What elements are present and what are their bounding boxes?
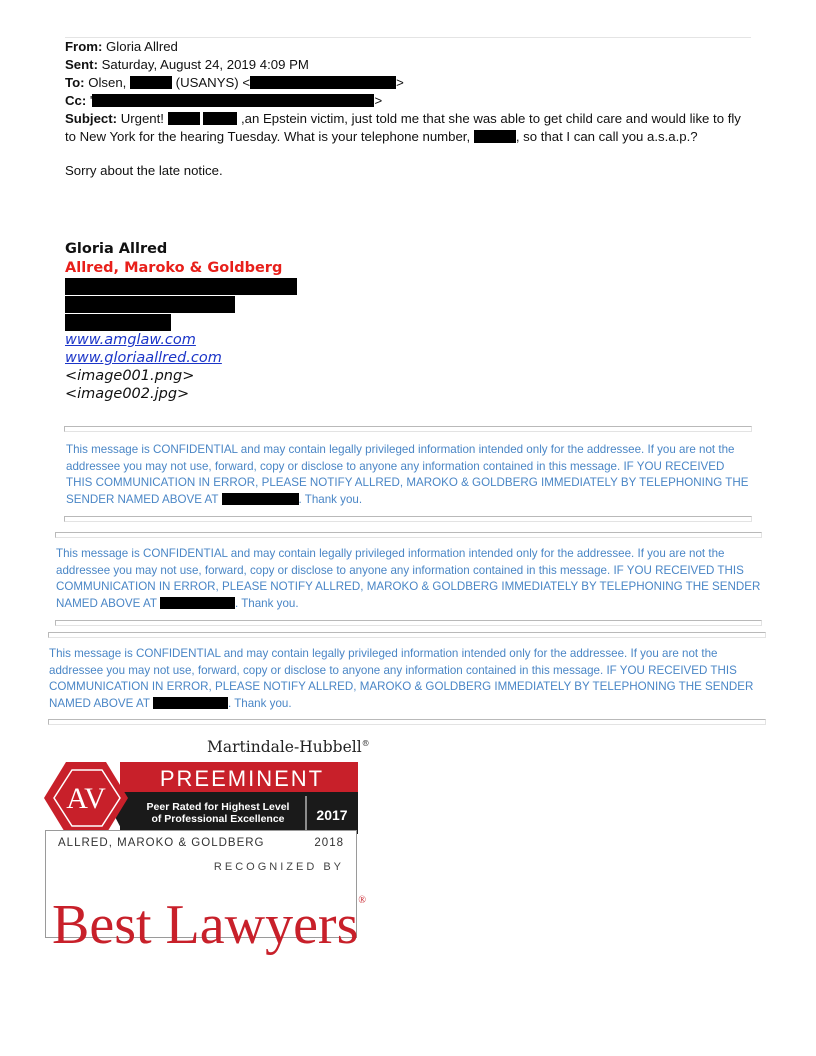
av-year: 2017: [316, 807, 348, 823]
email-header: [65, 38, 755, 180]
martindale-hubbell-label: Martindale-Hubbell®: [207, 738, 370, 756]
disclaimer-1: [66, 442, 751, 508]
sent-row: [65, 56, 755, 74]
cc-row: [65, 92, 755, 110]
to-middle: (USANYS) <: [175, 75, 251, 90]
disclaimer-frame-bottom: [55, 620, 762, 626]
cc-close: >: [374, 93, 383, 108]
signature-firm: Allred, Maroko & Goldberg: [65, 260, 283, 276]
to-close: >: [396, 75, 404, 90]
subject-label: Subject:: [65, 111, 118, 126]
peer-rated-line2: of Professional Excellence: [151, 813, 285, 825]
redaction-block: [222, 493, 299, 505]
subject-part1: Urgent!: [120, 111, 164, 126]
to-prefix: Olsen,: [88, 75, 127, 90]
subject-row: [65, 110, 755, 146]
email-signature: [65, 240, 297, 403]
redaction-block: [65, 314, 171, 331]
best-lawyers-year: 2018: [314, 837, 344, 849]
preeminent-word: PREEMINENT: [159, 766, 325, 791]
redaction-block: [153, 697, 228, 709]
sent-label: Sent:: [65, 57, 98, 72]
disclaimer-text: This message is CONFIDENTIAL and may contain legally privileged information intended only for the addressee. If you are not the addressee you may not use, forward, copy or disclose to anyone any information contained in this message. IF YOU RECEIVED THIS COMMUNICATION IN ERROR, PLEASE NOTIFY ALLRED, MAROKO & GOLDBERG IMMEDIATELY BY TELEPHONING THE SENDER NAMED ABOVE AT: [49, 647, 754, 710]
cc-label: Cc:: [65, 93, 87, 108]
gloriaallred-link[interactable]: www.gloriaallred.com: [65, 350, 222, 366]
from-value: Gloria Allred: [106, 39, 178, 54]
disclaimer-frame-bottom: [64, 516, 752, 522]
redaction-block: [474, 130, 516, 143]
subject-part2: ,an Epstein victim, just told me that she was able to get child care and would like to fly to New York for the hearing Tuesday. What is your telephone number,: [65, 111, 741, 144]
from-row: [65, 38, 755, 56]
disclaimer-3: [49, 646, 765, 712]
email-body: Sorry about the late notice.: [65, 163, 223, 178]
disclaimer-thanks: . Thank you.: [227, 696, 292, 710]
disclaimer-frame-top: [55, 532, 762, 538]
to-label: To:: [65, 75, 85, 90]
disclaimer-text: This message is CONFIDENTIAL and may contain legally privileged information intended only for the addressee. If you are not the addressee you may not use, forward, copy or disclose to anyone any information contained in this message. IF YOU RECEIVED THIS COMMUNICATION IN ERROR, PLEASE NOTIFY ALLRED, MAROKO & GOLDBERG IMMEDIATELY BY TELEPHONING THE SENDER NAMED ABOVE AT: [56, 547, 761, 610]
redaction-block: [203, 112, 237, 125]
to-row: [65, 74, 755, 92]
redaction-block: [130, 76, 172, 89]
disclaimer-frame-bottom: [48, 719, 766, 725]
disclaimer-thanks: . Thank you.: [298, 492, 363, 506]
redaction-block: [65, 296, 235, 313]
subject-part3: , so that I can call you a.s.a.p.?: [515, 129, 698, 144]
best-lawyers-badge: [45, 830, 366, 956]
redaction-block: [89, 93, 374, 108]
av-mark: AV: [66, 782, 106, 815]
attachment-image002: <image002.jpg>: [65, 386, 190, 402]
best-lawyers-firm: ALLRED, MAROKO & GOLDBERG: [58, 837, 265, 849]
av-preeminent-badge: [44, 762, 358, 834]
redaction-block: [168, 112, 200, 125]
disclaimer-thanks: . Thank you.: [234, 596, 299, 610]
disclaimer-text: This message is CONFIDENTIAL and may contain legally privileged information intended only for the addressee. If you are not the addressee you may not use, forward, copy or disclose to anyone any information contained in this message. IF YOU RECEIVED THIS COMMUNICATION IN ERROR, PLEASE NOTIFY ALLRED, MAROKO & GOLDBERG IMMEDIATELY BY TELEPHONING THE SENDER NAMED ABOVE AT: [66, 443, 749, 506]
recognized-by-label: RECOGNIZED BY: [213, 861, 344, 873]
best-lawyers-logo: Best Lawyers®: [52, 894, 366, 956]
disclaimer-frame-top: [64, 426, 752, 432]
cc-open: ': [89, 93, 93, 108]
attachment-image001: <image001.png>: [65, 368, 195, 384]
disclaimer-2: [56, 546, 761, 612]
redaction-block: [250, 76, 396, 89]
peer-rated-line1: Peer Rated for Highest Level: [146, 801, 290, 813]
from-label: From:: [65, 39, 103, 54]
amglaw-link[interactable]: www.amglaw.com: [65, 332, 196, 348]
redaction-block: [160, 597, 235, 609]
redaction-block: [65, 278, 297, 295]
sent-value: Saturday, August 24, 2019 4:09 PM: [101, 57, 309, 72]
signature-name: Gloria Allred: [65, 241, 168, 257]
disclaimer-frame-top: [48, 632, 766, 638]
